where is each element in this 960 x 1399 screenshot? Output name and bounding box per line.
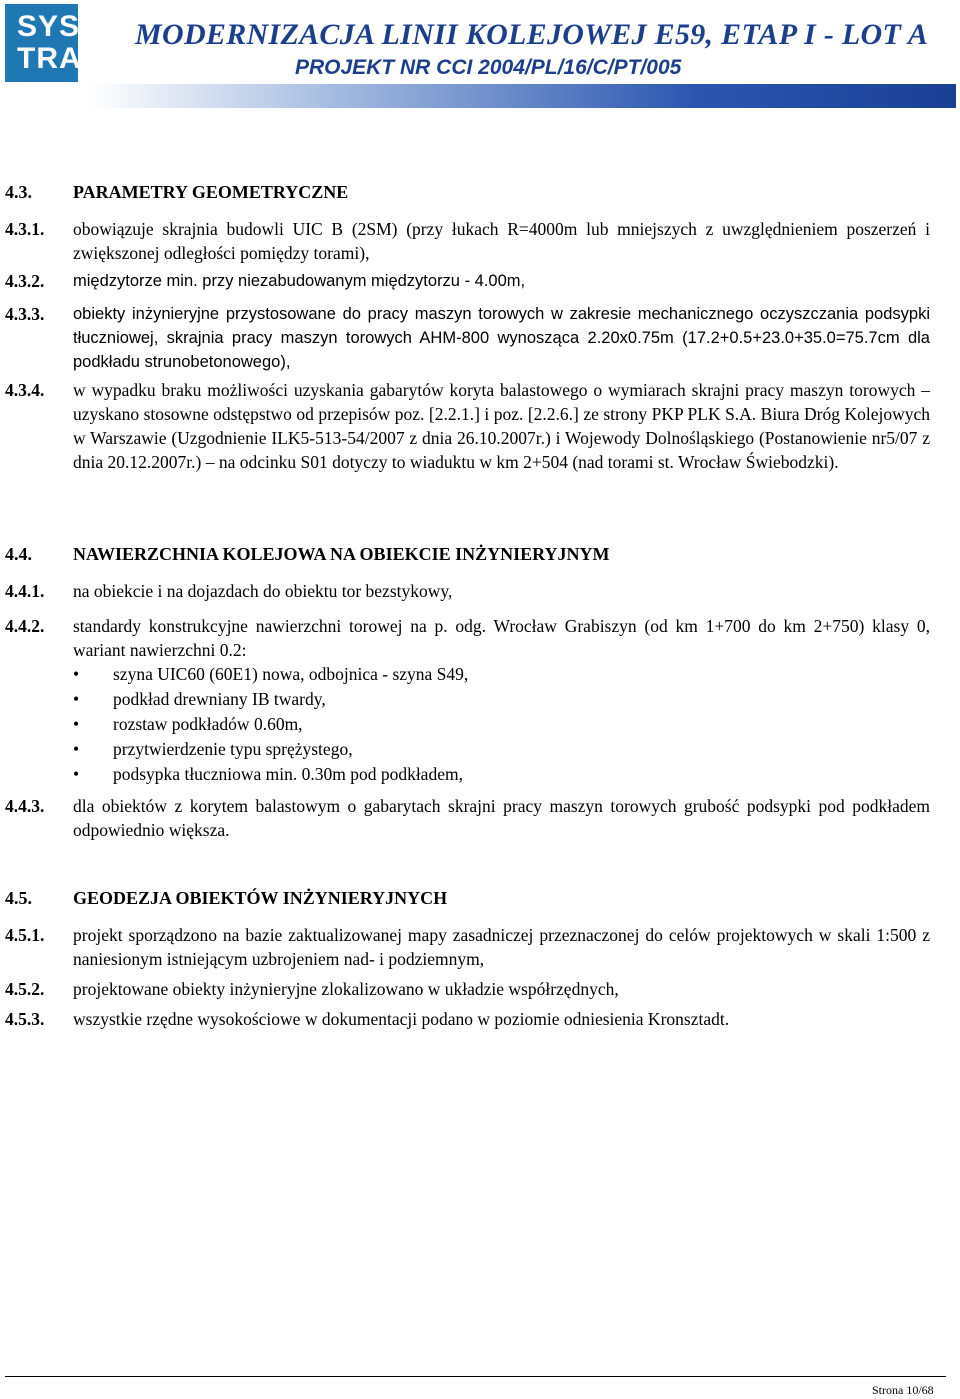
list-item [73,662,933,687]
bullet-icon: • [73,689,80,709]
list-item-text: rozstaw podkładów 0.60m, [113,714,303,734]
bullet-list [73,662,933,787]
item-text: projektowane obiekty inżynieryjne zlokalizowano w układzie współrzędnych, [73,979,619,999]
list-item [73,712,933,737]
header-title: MODERNIZACJA LINII KOLEJOWEJ E59, ETAP I - LOT A [135,18,929,51]
list-item-text: podkład drewniany IB twardy, [113,689,326,709]
page-number: Strona 10/68 [872,1383,934,1397]
item-4-5-3 [5,1007,930,1031]
item-text: dla obiektów z korytem balastowym o gabarytach skrajni pracy maszyn torowych grubość podsypki pod podkładem odpowiednio większa. [73,796,930,840]
item-text: obiekty inżynieryjne przystosowane do pracy maszyn torowych w zakresie mechanicznego oczyszczania podsypki tłuczniowej, skrajnia pracy maszyn torowych AHM-800 wynosząca 2.20x0.75m (17.2+0.5+23.0+35.0=75.7cm dla podkładu strunobetonowego), [73,305,930,371]
list-item [73,737,933,762]
section-number: 4.5. [5,888,32,908]
item-text: międzytorze min. przy niezabudowanym międzytorzu - 4.00m, [73,272,526,290]
systra-logo [5,4,82,82]
item-number: 4.4.1. [5,581,45,601]
item-text: w wypadku braku możliwości uzyskania gabarytów koryta balastowego o wymiarach skrajni pracy maszyn torowych – uzyskano stosowne odstępstwo od przepisów poz. [2.2.1.] i poz. [2.2.6.] ze strony PKP PLK S.A. Biura Dróg Kolejowych w Warszawie (Uzgodnienie ILK5-513-54/2007 z dnia 26.10.2007r.) i Wojewody Dolnośląskiego (Postanowienie nr5/07 z dnia 20.12.2007r.) – na odcinku S01 dotyczy to wiaduktu w km 2+504 (nad torami st. Wrocław Świebodzki). [73,380,930,472]
bullet-icon: • [73,764,80,784]
header-gradient-bar [90,84,956,108]
footer-divider [5,1376,946,1377]
item-text: standardy konstrukcyjne nawierzchni torowej na p. odg. Wrocław Grabiszyn (od km 1+700 do km 2+750) klasy 0, wariant nawierzchni 0.2: [73,616,930,660]
item-number: 4.3.1. [5,219,45,239]
list-item-text: podsypka tłuczniowa min. 0.30m pod podkładem, [113,764,463,784]
section-number: 4.3. [5,182,32,202]
list-item-text: szyna UIC60 (60E1) nowa, odbojnica - szyna S49, [113,664,469,684]
item-4-4-1 [5,579,930,603]
item-number: 4.5.2. [5,979,45,999]
item-text: wszystkie rzędne wysokościowe w dokumentacji podano w poziomie odniesienia Kronsztadt. [73,1009,730,1029]
item-text: na obiekcie i na dojazdach do obiektu tor bezstykowy, [73,581,453,601]
item-text: obowiązuje skrajnia budowli UIC B (2SM) (przy łukach R=4000m lub mniejszych z uwzględnieniem poszerzeń i zwiększonej odległości pomiędzy torami), [73,219,930,263]
section-title: PARAMETRY GEOMETRYCZNE [73,182,349,202]
section-title: GEODEZJA OBIEKTÓW INŻYNIERYJNYCH [73,888,448,908]
item-4-3-1 [5,217,930,265]
item-number: 4.3.3. [5,304,45,324]
header-subtitle: PROJEKT NR CCI 2004/PL/16/C/PT/005 [295,56,682,79]
list-item [73,687,933,712]
logo-text-bottom: TRA [17,42,82,75]
item-text: projekt sporządzono na bazie zaktualizowanej mapy zasadniczej przeznaczonej do celów projektowych w skali 1:500 z naniesionym istniejącym uzbrojeniem nad- i podziemnym, [73,925,930,969]
item-number: 4.5.1. [5,925,45,945]
list-item-text: przytwierdzenie typu sprężystego, [113,739,353,759]
item-4-4-2 [5,614,930,662]
section-title: NAWIERZCHNIA KOLEJOWA NA OBIEKCIE INŻYNIERYJNYM [73,544,610,564]
logo-text-top: SYS [17,10,81,43]
item-4-3-2 [5,269,930,293]
bullet-icon: • [73,739,80,759]
section-number: 4.4. [5,544,32,564]
item-number: 4.5.3. [5,1009,45,1029]
item-4-3-4 [5,378,930,474]
bullet-icon: • [73,714,80,734]
item-4-4-3 [5,794,930,842]
item-4-5-2 [5,977,930,1001]
item-number: 4.4.2. [5,616,45,636]
bullet-icon: • [73,664,80,684]
item-number: 4.3.4. [5,380,45,400]
item-number: 4.4.3. [5,796,45,816]
item-4-3-3 [5,302,930,374]
item-number: 4.3.2. [5,271,45,291]
list-item [73,762,933,787]
item-4-5-1 [5,923,930,971]
